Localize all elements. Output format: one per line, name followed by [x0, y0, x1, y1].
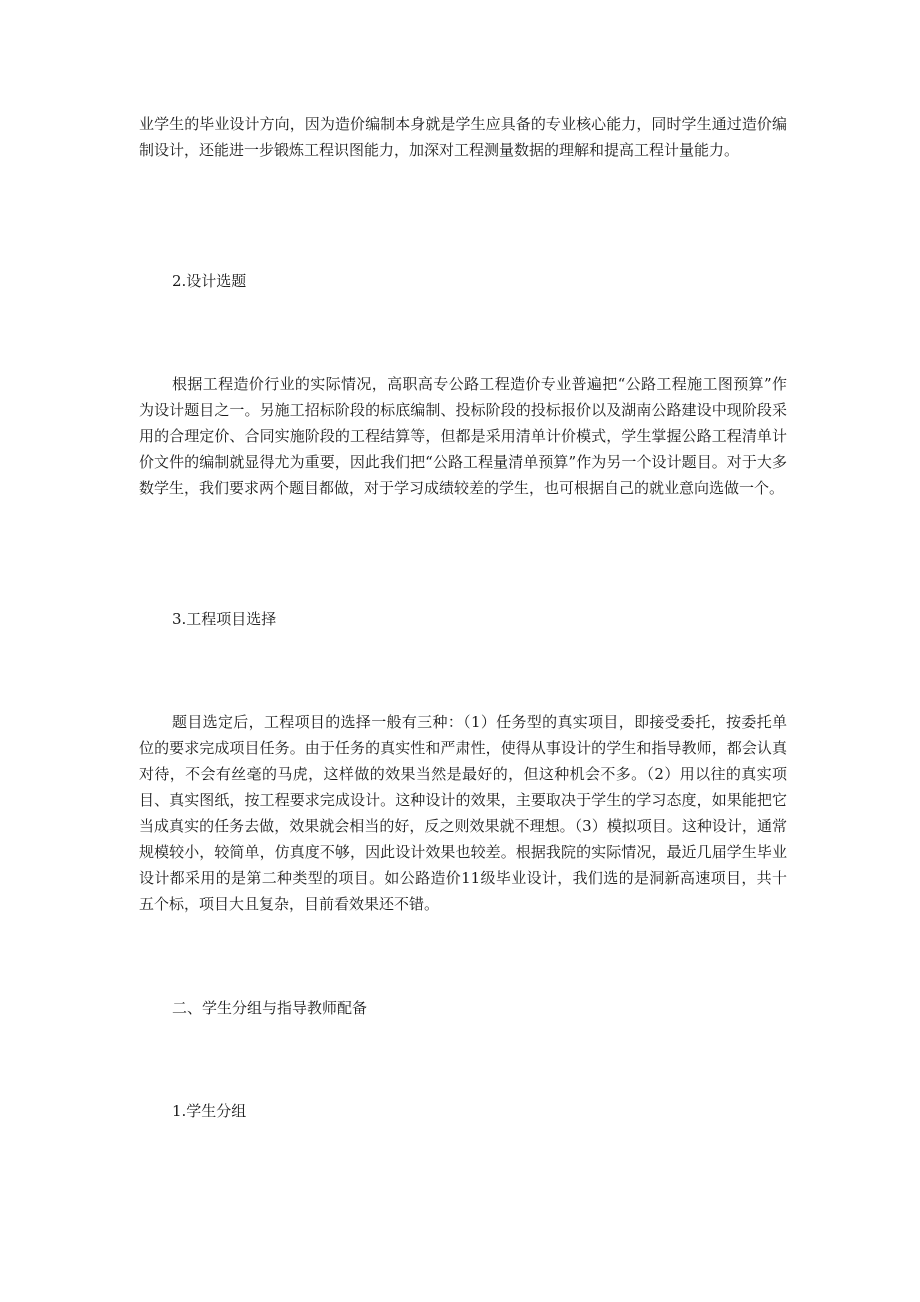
intro-paragraph: 业学生的毕业设计方向，因为造价编制本身就是学生应具备的专业核心能力，同时学生通过造价编制设计，还能进一步锻炼工程识图能力，加深对工程测量数据的理解和提高工程计量能力。 [139, 115, 787, 159]
heading-section-two: 二、学生分组与指导教师配备 [172, 999, 368, 1017]
design-topic-paragraph: 根据工程造价行业的实际情况，高职高专公路工程造价专业普遍把“公路工程施工图预算”作为设计题目之一。另施工招标阶段的标底编制、投标阶段的投标报价以及湖南公路建设中现阶段采用的合理定价、合同实施阶段的工程结算等，但都是采用清单计价模式，学生掌握公路工程清单计价文件的编制就显得尤为重要，因此我们把“公路工程量清单预算”作为另一个设计题目。对于大多数学生，我们要求两个题目都做，对于学习成绩较差的学生，也可根据自己的就业意向选做一个。 [139, 375, 787, 497]
heading-project-selection: 3.工程项目选择 [172, 610, 277, 628]
heading-design-topic: 2.设计选题 [172, 272, 247, 290]
project-selection-paragraph: 题目选定后，工程项目的选择一般有三种：（1）任务型的真实项目，即接受委托，按委托单位的要求完成项目任务。由于任务的真实性和严肃性，使得从事设计的学生和指导教师，都会认真对待，不会有丝毫的马虎，这样做的效果当然是最好的，但这种机会不多。（2）用以往的真实项目、真实图纸，按工程要求完成设计。这种设计的效果，主要取决于学生的学习态度，如果能把它当成真实的任务去做，效果就会相当的好，反之则效果就不理想。（3）模拟项目。这种设计，通常规模较小，较简单，仿真度不够，因此设计效果也较差。根据我院的实际情况，最近几届学生毕业设计都采用的是第二种类型的项目。如公路造价11级毕业设计，我们选的是洞新高速项目，共十五个标，项目大且复杂，目前看效果还不错。 [139, 713, 787, 913]
heading-student-grouping: 1.学生分组 [172, 1102, 247, 1120]
